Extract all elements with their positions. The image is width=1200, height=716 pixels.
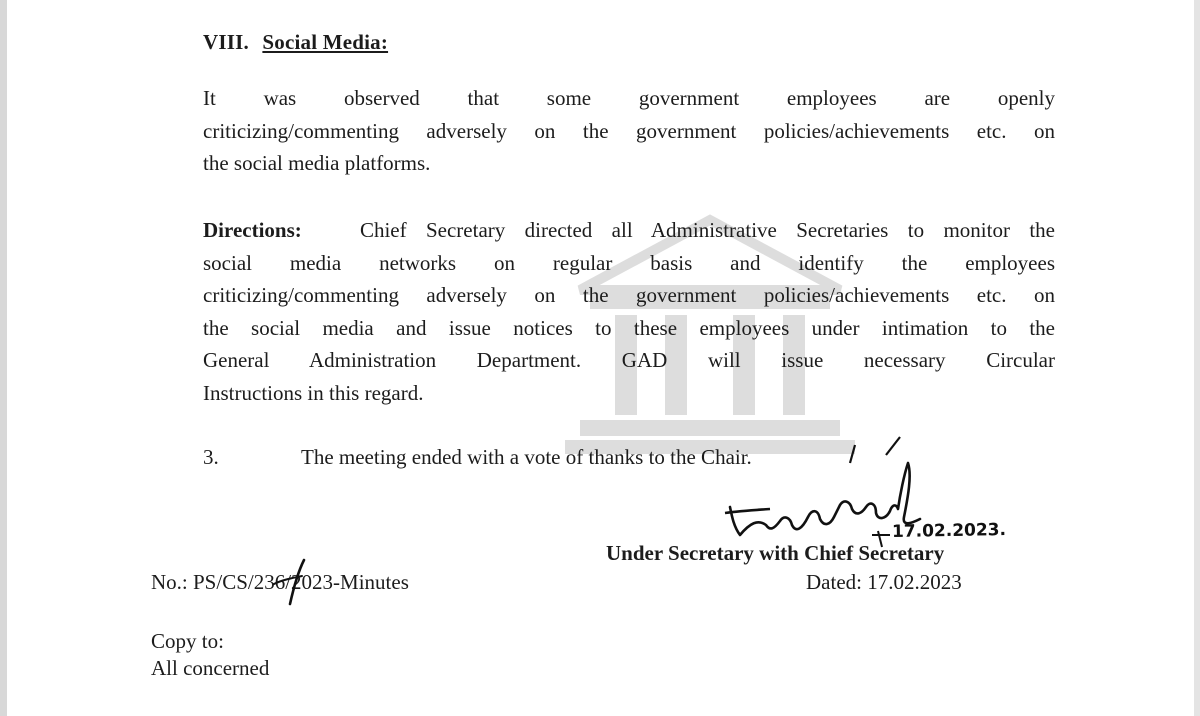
copy-to-recipients: All concerned	[151, 656, 270, 680]
closing-number: 3.	[203, 445, 219, 469]
closing-text: The meeting ended with a vote of thanks to the Chair.	[301, 445, 752, 469]
directions-label: Directions:	[203, 218, 302, 242]
observation-line: It was observed that some government employees are openly	[203, 86, 1055, 110]
observation-line: the social media platforms.	[203, 151, 431, 176]
signatory-designation: Under Secretary with Chief Secretary	[606, 541, 945, 565]
directions-text: Chief Secretary directed all Administrative Secretaries to monitor the	[359, 218, 1055, 242]
reference-number: No.: PS/CS/236/2023-Minutes	[151, 570, 409, 594]
directions-line	[203, 214, 1055, 247]
scan-edge-left	[0, 0, 7, 716]
directions-paragraph	[203, 214, 1055, 410]
section-title: Social Media:	[262, 30, 389, 54]
directions-line: the social media and issue notices to these employees under intimation to the	[203, 315, 1055, 340]
observation-line: criticizing/commenting adversely on the government policies/achievements etc. on	[203, 118, 1055, 143]
directions-line: General Administration Department. GAD will issue necessary Circular	[203, 348, 1055, 373]
handwritten-date: 17.02.2023.	[891, 520, 1007, 542]
copy-to-label: Copy to:	[151, 629, 224, 653]
observation-paragraph	[203, 82, 1055, 180]
scan-edge-right	[1194, 0, 1200, 716]
signatory-date: Dated: 17.02.2023	[806, 570, 962, 594]
directions-line: Instructions in this regard.	[203, 380, 424, 405]
copy-to-block	[151, 628, 269, 682]
section-number: VIII.	[203, 30, 249, 54]
directions-line: criticizing/commenting adversely on the government policies/achievements etc. on	[203, 283, 1055, 308]
directions-line: social media networks on regular basis and identify the employees	[203, 250, 1055, 275]
section-heading	[203, 30, 388, 55]
handwritten-correction-mark	[268, 556, 318, 606]
